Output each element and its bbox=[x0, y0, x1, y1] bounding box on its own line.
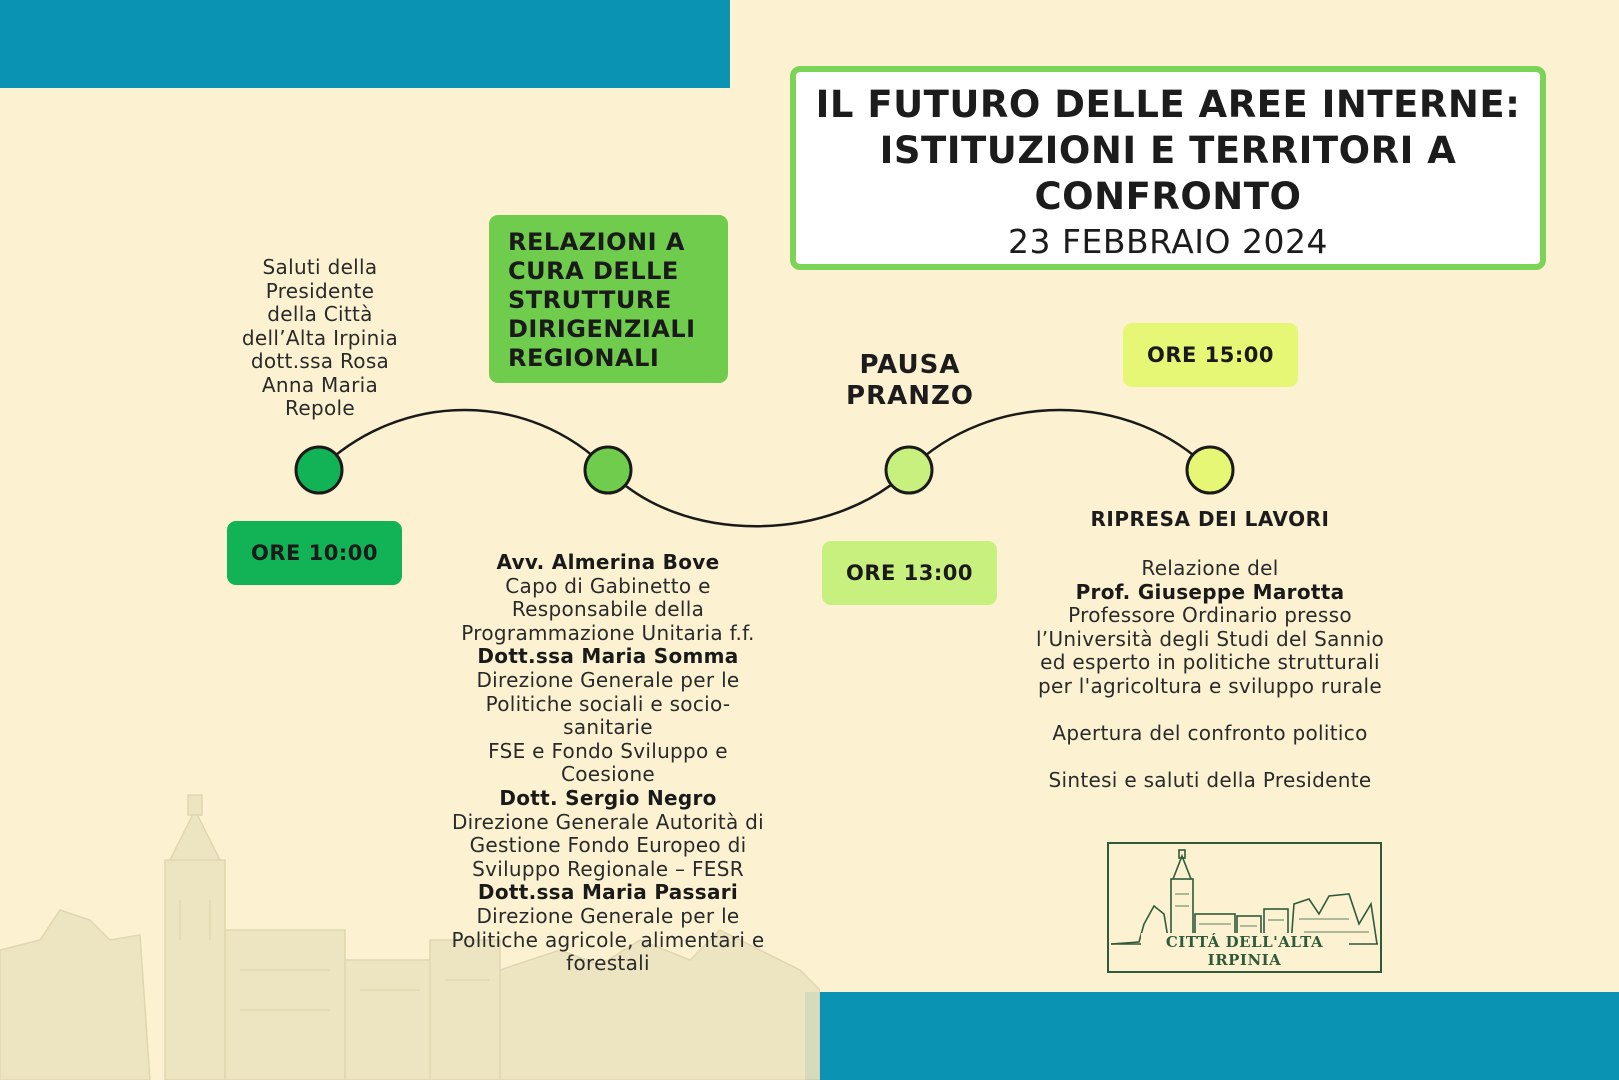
lunch-heading-line: PAUSA bbox=[859, 350, 961, 380]
city-logo bbox=[1107, 842, 1382, 973]
timeline-node-1 bbox=[296, 447, 342, 493]
event-title-box bbox=[790, 66, 1546, 270]
reports-heading-line: CURA DELLE bbox=[508, 257, 679, 285]
speaker-role: Professore Ordinario presso l’Università degli Studi del Sannio ed esperto in politiche strutturali per l'agricoltura e sviluppo rurale bbox=[1035, 603, 1385, 698]
title-line-1: IL FUTURO DELLE AREE INTERNE: bbox=[815, 83, 1521, 126]
title-line-2: ISTITUZIONI E TERRITORI A bbox=[879, 129, 1457, 172]
speaker-role: Direzione Generale per le Politiche sociali e socio- sanitarie FSE e Fondo Sviluppo e Coesione bbox=[476, 667, 740, 787]
speaker-name: Dott.ssa Maria Somma bbox=[477, 644, 739, 669]
welcome-line: Anna Maria bbox=[261, 372, 379, 397]
speaker-name: Dott.ssa Maria Passari bbox=[477, 880, 739, 905]
reports-heading-box bbox=[489, 215, 728, 383]
reports-heading-line: REGIONALI bbox=[508, 344, 660, 372]
agenda-item: Sintesi e saluti della Presidente bbox=[1048, 768, 1372, 793]
event-date: 23 FEBBRAIO 2024 bbox=[1008, 222, 1328, 261]
timeline-node-2 bbox=[585, 447, 631, 493]
speaker-role: Capo di Gabinetto e Responsabile della Programmazione Unitaria f.f. bbox=[461, 573, 755, 645]
reports-heading-line: STRUTTURE bbox=[508, 286, 672, 314]
resume-heading: RIPRESA DEI LAVORI bbox=[1090, 507, 1330, 531]
welcome-line: della Città bbox=[267, 302, 373, 326]
reports-heading-line: RELAZIONI A bbox=[508, 228, 685, 256]
speaker-role: Direzione Generale Autorità di Gestione Fondo Europeo di Sviluppo Regionale – FESR bbox=[451, 809, 765, 881]
speakers-list bbox=[428, 551, 788, 976]
timeline-node-3 bbox=[886, 447, 932, 493]
agenda-item: Apertura del confronto politico bbox=[1052, 721, 1368, 746]
lunch-heading-line: PRANZO bbox=[846, 381, 974, 411]
reports-heading-line: DIRIGENZIALI bbox=[508, 315, 696, 343]
lunch-break-heading bbox=[810, 350, 1010, 412]
welcome-line: dott.ssa Rosa bbox=[250, 349, 390, 373]
city-logo-caption: CITTÁ DELL'ALTA IRPINIA bbox=[1141, 933, 1349, 969]
time-badge-1500: ORE 15:00 bbox=[1123, 323, 1298, 387]
title-line-3: CONFRONTO bbox=[1034, 175, 1302, 218]
time-badge-1300: ORE 13:00 bbox=[822, 541, 997, 605]
welcome-line: dell’Alta Irpinia bbox=[241, 325, 399, 350]
speaker-name: Prof. Giuseppe Marotta bbox=[1075, 579, 1345, 604]
event-title bbox=[796, 82, 1540, 220]
time-badge-1000: ORE 10:00 bbox=[227, 521, 402, 585]
welcome-line: Repole bbox=[285, 396, 355, 420]
welcome-text bbox=[220, 256, 420, 421]
report-intro: Relazione del bbox=[1141, 556, 1279, 580]
speaker-name: Dott. Sergio Negro bbox=[499, 785, 717, 810]
afternoon-program bbox=[1010, 557, 1410, 793]
welcome-line: Presidente bbox=[265, 278, 375, 303]
speaker-role: Direzione Generale per le Politiche agricole, alimentari e forestali bbox=[451, 903, 765, 976]
timeline-node-4 bbox=[1187, 447, 1233, 493]
speaker-name: Avv. Almerina Bove bbox=[496, 550, 720, 574]
spacer bbox=[1010, 746, 1410, 770]
welcome-line: Saluti della bbox=[262, 255, 378, 279]
spacer bbox=[1010, 699, 1410, 723]
